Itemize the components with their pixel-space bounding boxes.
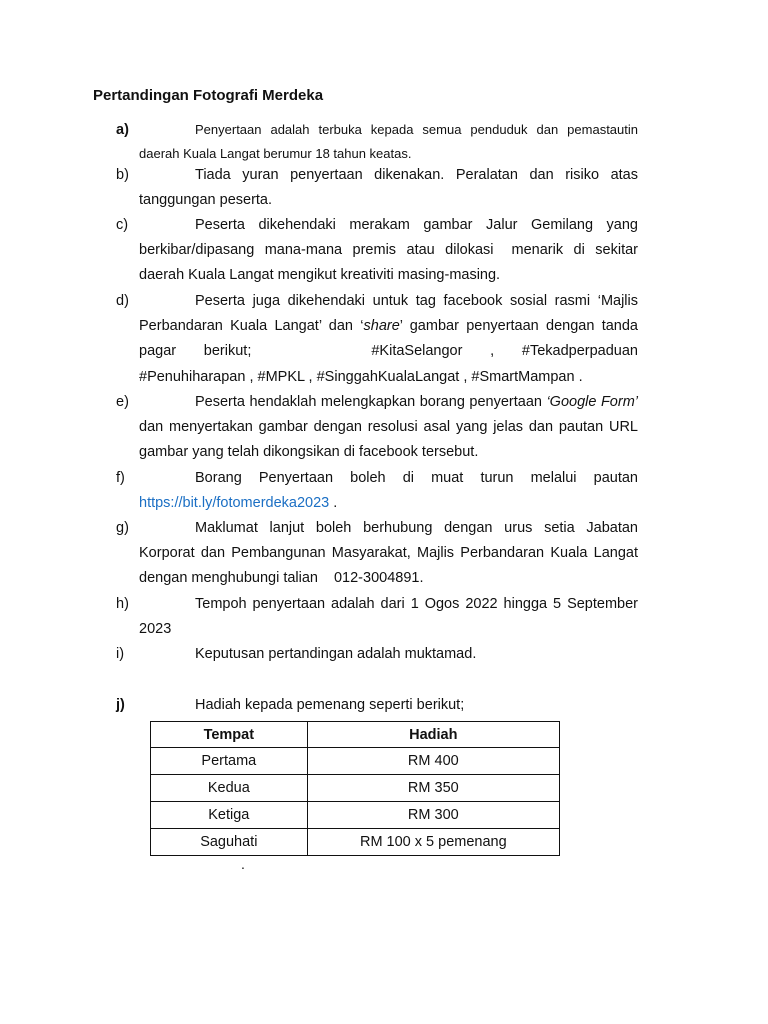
table-cell-prize: RM 350 — [307, 775, 559, 802]
item-letter: j) — [116, 697, 125, 713]
item-text: Tempoh penyertaan adalah dari 1 Ogos 2022 hingga 5 September 2023 — [139, 596, 638, 638]
item-letter: a) — [116, 122, 129, 138]
item-text: Penyertaan adalah terbuka kepada semua penduduk dan pemastautin daerah Kuala Langat berumur 18 tahun keatas. — [139, 122, 638, 161]
table-cell-prize: RM 300 — [307, 802, 559, 829]
item-text: Maklumat lanjut boleh berhubung dengan urus setia Jabatan Korporat dan Pembangunan Masyarakat, Majlis Perbandaran Kuala Langat dengan menghubungi talian 012-3004891. — [139, 520, 638, 587]
item-letter: b) — [116, 167, 129, 183]
item-text: Hadiah kepada pemenang seperti berikut; — [195, 697, 465, 713]
table-cell-prize: RM 100 x 5 pemenang — [307, 829, 559, 856]
item-letter: c) — [116, 217, 129, 233]
item-text: Keputusan pertandingan adalah muktamad. — [195, 646, 477, 662]
phone-number: 012-3004891. — [333, 570, 424, 587]
hashtags: #KitaSelangor , #Tekadperpaduan — [371, 343, 639, 360]
prize-table — [150, 721, 560, 856]
table-cell-place: Kedua — [151, 775, 308, 802]
table-cell-place: Ketiga — [151, 802, 308, 829]
item-text: Borang Penyertaan boleh di muat turun melalui pautan https://bit.ly/fotomerdeka2023 . — [139, 470, 638, 512]
item-letter: g) — [116, 520, 129, 536]
column-header-tempat: Tempat — [151, 722, 308, 748]
item-letter: i) — [116, 646, 125, 662]
item-letter: h) — [116, 596, 129, 612]
table-row — [151, 775, 560, 802]
table-header-row — [151, 722, 560, 748]
item-text: Tiada yuran penyertaan dikenakan. Peralatan dan risiko atas tanggungan peserta. — [139, 167, 638, 209]
item-text: Peserta dikehendaki merakam gambar Jalur Gemilang yang berkibar/dipasang mana-mana premis atau dilokasi menarik di sekitar daerah Kuala Langat mengikut kreativiti masing-masing. — [139, 217, 638, 284]
table-cell-place: Pertama — [151, 748, 308, 775]
table-row — [151, 802, 560, 829]
table-row — [151, 748, 560, 775]
item-letter: e) — [116, 394, 129, 410]
item-letter: f) — [116, 470, 125, 486]
trailing-dot: . — [241, 856, 245, 872]
item-text: Peserta hendaklah melengkapkan borang penyertaan ‘Google Form’ dan menyertakan gambar dengan resolusi asal yang jelas dan pautan URL gambar yang telah dikongsikan di facebook tersebut. — [139, 394, 638, 461]
form-link[interactable]: https://bit.ly/fotomerdeka2023 — [139, 495, 330, 512]
document-title: Pertandingan Fotografi Merdeka — [93, 87, 324, 104]
column-header-hadiah: Hadiah — [307, 722, 559, 748]
table-cell-place: Saguhati — [151, 829, 308, 856]
table-cell-prize: RM 400 — [307, 748, 559, 775]
item-letter: d) — [116, 293, 129, 309]
hashtags: #Penuhiharapan , #MPKL , #SinggahKualaLangat , #SmartMampan . — [139, 368, 583, 385]
table-row — [151, 829, 560, 856]
item-text: Peserta juga dikehendaki untuk tag facebook sosial rasmi ‘Majlis Perbandaran Kuala Langat’ dan ‘share’ gambar penyertaan dengan tanda pagar berikut; #KitaSelangor , #Tekadperpaduan #Penuhiharapan , #MPKL , #SinggahKualaLangat , #SmartMampan . — [139, 293, 639, 385]
